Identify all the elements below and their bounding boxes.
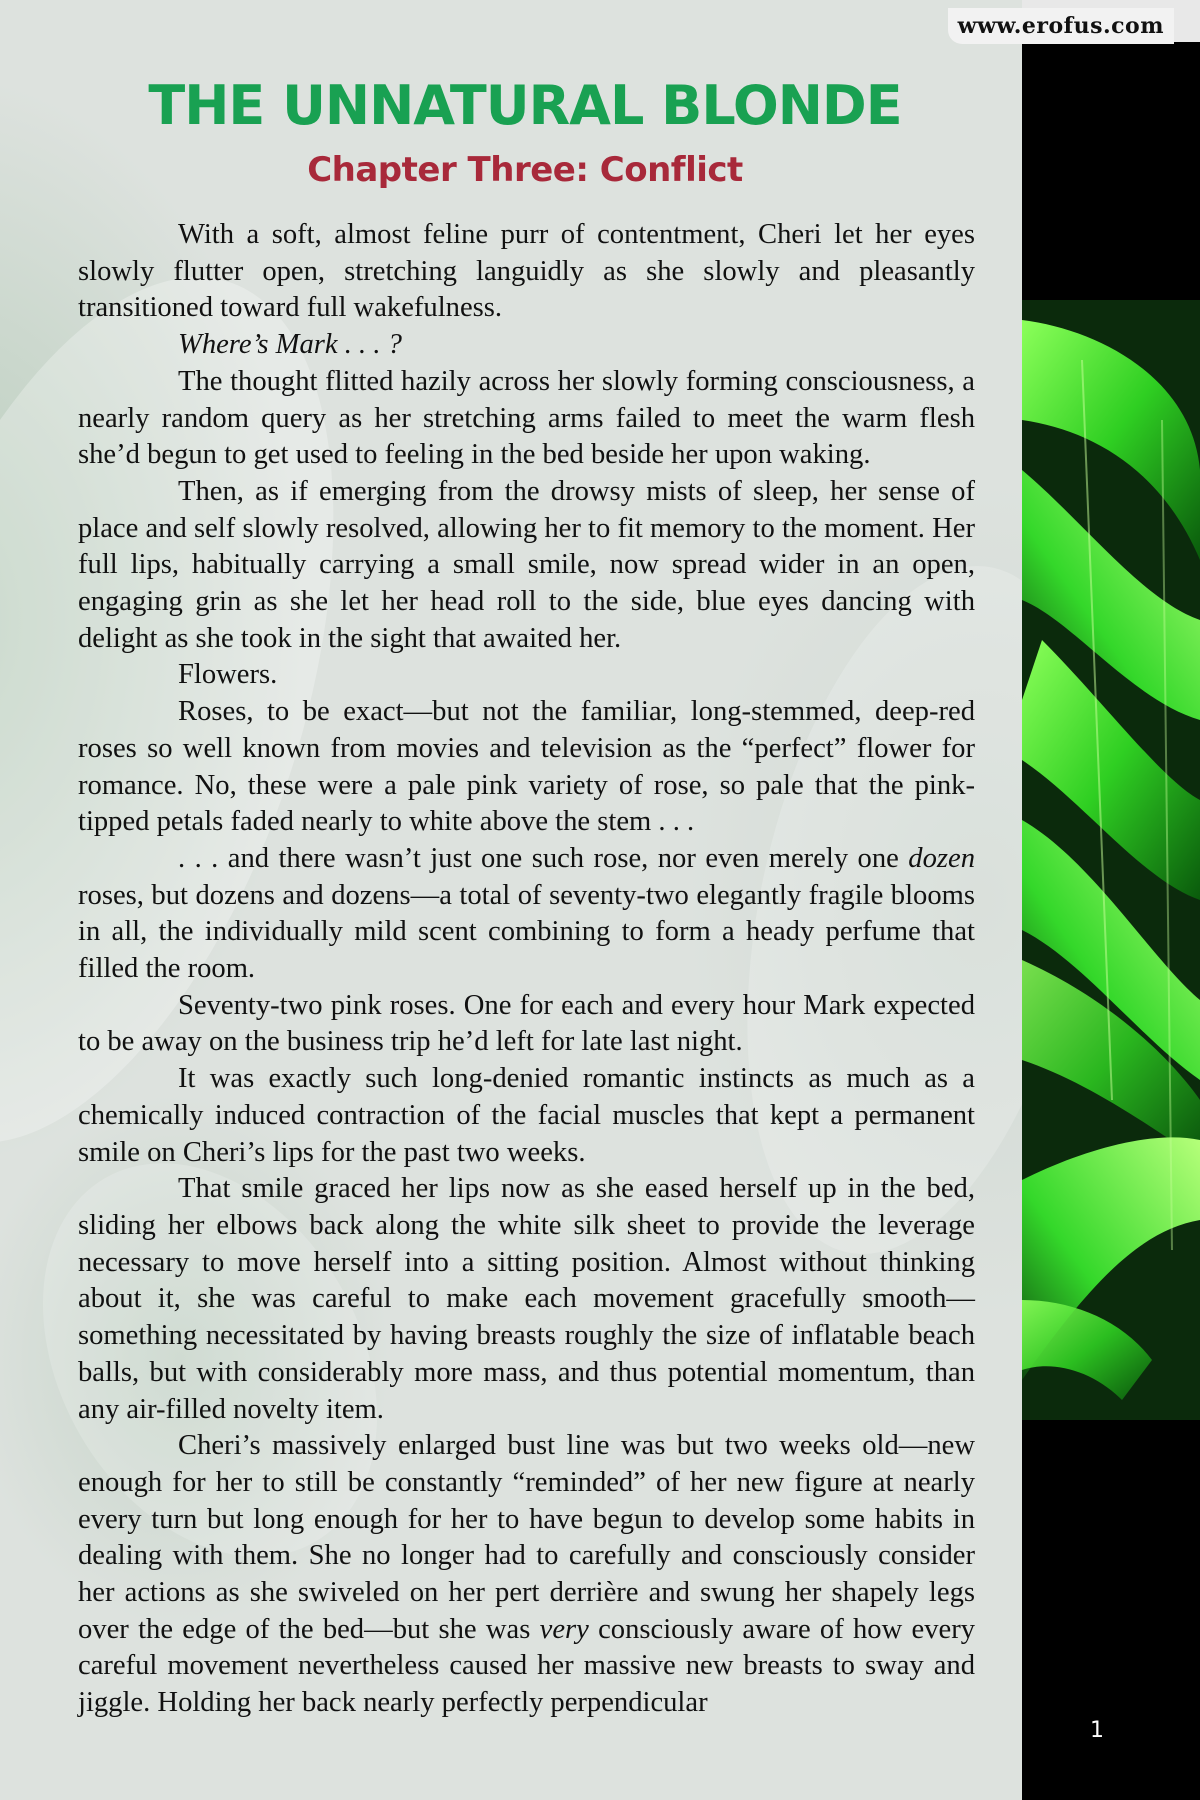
paragraph: With a soft, almost feline purr of contentment, Cheri let her eyes slowly flutter open, stretching languidly as she slowly and pleasantly transitioned toward full wakefulness. bbox=[78, 219, 975, 324]
decorative-side-panel bbox=[1022, 0, 1200, 1800]
story-text bbox=[78, 217, 975, 1722]
text-run: consciously aware of how every careful movement nevertheless caused her massive new breasts to sway and jiggle. Holding her back nearly perfectly perpendicular bbox=[78, 1613, 976, 1719]
paragraph: Flowers. bbox=[178, 659, 278, 691]
watermark-text: www.erofus.com bbox=[948, 8, 1174, 44]
paragraph: The thought flitted hazily across her slowly forming consciousness, a nearly random query as her stretching arms failed to meet the warm flesh she’d begun to get used to feeling in the bed beside her upon waking. bbox=[78, 365, 975, 471]
text-run: Cheri’s massively enlarged bust line was but two weeks old—new enough for her to still be constantly “reminded” of her new figure at nearly every turn but long enough for her to have begun to develop some habits in dealing with them. She no longer had to carefully and consciously consider her actions as she swiveled on her pert derrière and swung her shapely legs over the edge of the bed—but she was bbox=[78, 1430, 975, 1645]
text-run: . . . and there wasn’t just one such rose, nor even merely one bbox=[178, 842, 909, 874]
paragraph: Then, as if emerging from the drowsy mists of sleep, her sense of place and self slowly resolved, allowing her to fit memory to the moment. Her full lips, habitually carrying a small smile, now spread wider in an open, engaging grin as she let her head roll to the side, blue eyes dancing with delight as she took in the sight that awaited her. bbox=[78, 475, 975, 654]
paragraph bbox=[78, 1428, 975, 1722]
paragraph: That smile graced her lips now as she eased herself up in the bed, sliding her elbows back along the white silk sheet to provide the leverage necessary to move herself into a sitting position. Almost without thinking about it, she was careful to make each movement gracefully smooth—something necessitated by having breasts roughly the size of inflatable beach balls, but with considerably more mass, and thus potential momentum, than any air-filled novelty item. bbox=[78, 1173, 975, 1425]
paragraph: Roses, to be exact—but not the familiar, long-stemmed, deep-red roses so well known from movies and television as the “perfect” flower for romance. No, these were a pale pink variety of rose, so pale that the pink-tipped petals faded nearly to white above the stem . . . bbox=[78, 696, 975, 838]
page-number: 1 bbox=[1090, 1718, 1104, 1743]
text-run: roses, but dozens and dozens—a total of seventy-two elegantly fragile blooms in all, the individually mild scent combining to form a heady perfume that filled the room. bbox=[78, 879, 975, 985]
chapter-subtitle: Chapter Three: Conflict bbox=[307, 150, 743, 190]
paragraph-thought: Where’s Mark . . . ? bbox=[178, 329, 402, 361]
paragraph bbox=[78, 841, 975, 988]
green-ribbon-art bbox=[1022, 0, 1200, 1800]
emphasized-word: dozen bbox=[908, 842, 975, 874]
emphasized-word: very bbox=[539, 1613, 589, 1645]
paragraph: It was exactly such long-denied romantic instincts as much as a chemically induced contraction of the facial muscles that kept a permanent smile on Cheri’s lips for the past two weeks. bbox=[78, 1063, 975, 1168]
page-title: THE UNNATURAL BLONDE bbox=[148, 74, 902, 137]
paragraph: Seventy-two pink roses. One for each and every hour Mark expected to be away on the business trip he’d left for late last night. bbox=[78, 989, 975, 1058]
